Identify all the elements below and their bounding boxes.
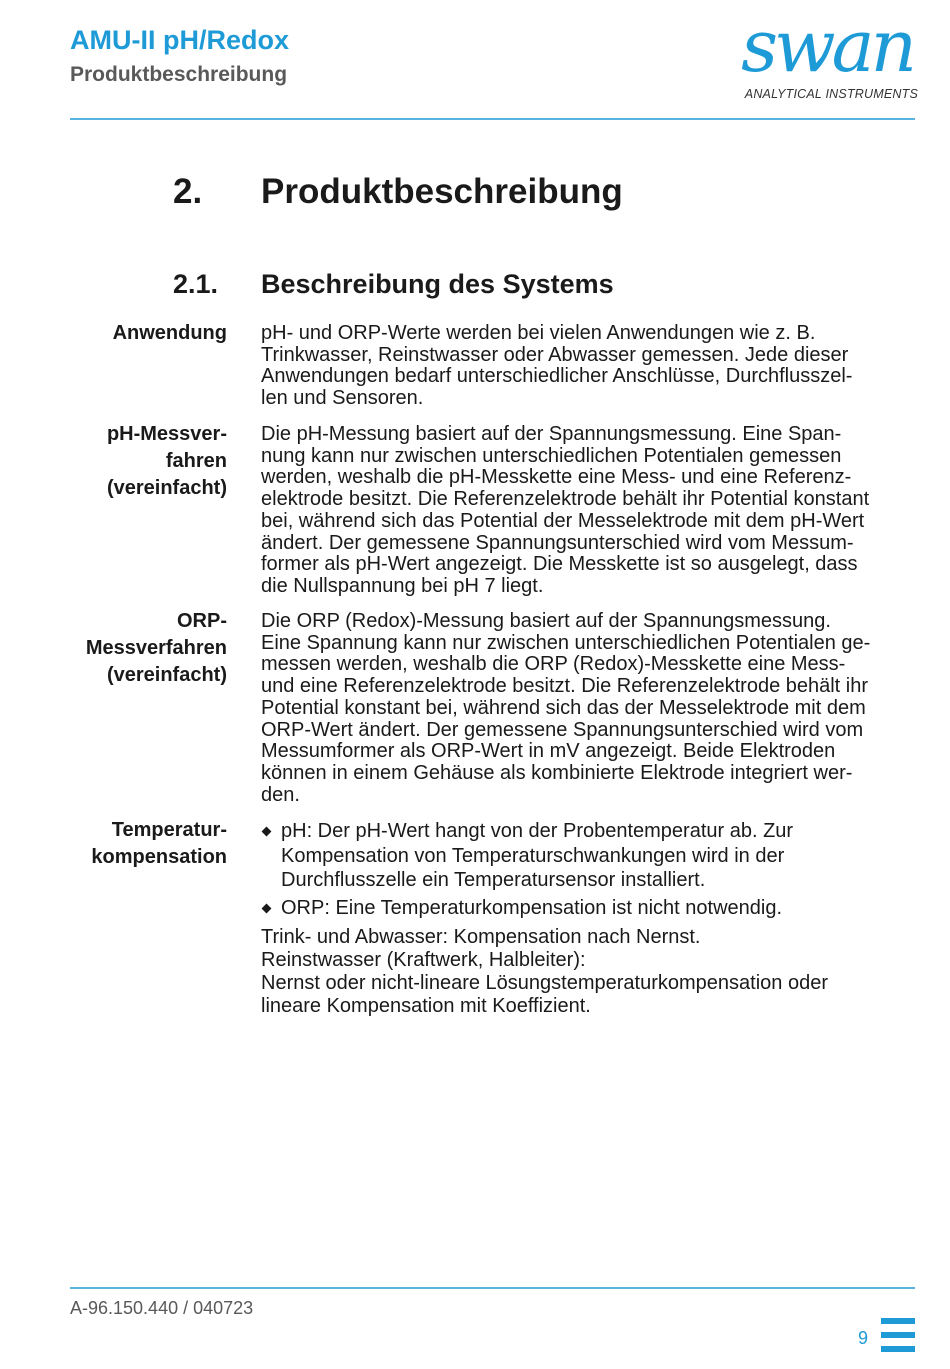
side-label-line: kompensation	[91, 846, 227, 868]
text-line: elektrode besitzt. Die Referenzelektrode behält ihr Potential konstant	[261, 488, 870, 511]
diamond-bullet-icon	[262, 904, 272, 914]
side-label-ph-messverfahren	[27, 421, 227, 502]
text-line: ändert. Der gemessene Spannungsunterschied wird vom Messum-	[261, 531, 854, 554]
side-label-line: (vereinfacht)	[106, 664, 227, 686]
side-label-anwendung	[27, 320, 227, 347]
text-line: Eine Spannung kann nur zwischen unterschiedlichen Potentialen ge-	[261, 631, 871, 654]
subsection-number: 2.1.	[173, 269, 219, 299]
swan-logo	[736, 4, 918, 104]
text-line: Die ORP (Redox)-Messung basiert auf der Spannungsmessung.	[261, 610, 831, 632]
text-line: len und Sensoren.	[261, 387, 424, 410]
page-number: 9	[858, 1328, 869, 1348]
side-label-line: Messverfahren	[85, 637, 227, 659]
text-line: werden, weshalb die pH-Messkette eine Mess- und eine Referenz-	[261, 466, 852, 489]
text-line: Die pH-Messung basiert auf der Spannungsmessung. Eine Span-	[261, 423, 842, 445]
footer-divider	[70, 1287, 915, 1289]
header-divider	[70, 118, 915, 120]
document-subtitle: Produktbeschreibung	[70, 63, 288, 86]
text-line: Anwendungen bedarf unterschiedlicher Anschlüsse, Durchflusszel-	[261, 365, 853, 388]
text-line: pH- und ORP-Werte werden bei vielen Anwendungen wie z. B.	[261, 322, 816, 344]
text-line: messen werden, weshalb die ORP (Redox)-Messkette eine Mess-	[261, 653, 846, 676]
text-line: former als pH-Wert angezeigt. Die Messkette ist so ausgelegt, dass	[261, 553, 858, 576]
side-label-line: (vereinfacht)	[106, 477, 227, 499]
text-line: Reinstwasser (Kraftwerk, Halbleiter):	[261, 949, 586, 971]
side-label-temperaturkompensation	[27, 817, 227, 871]
side-label-line: fahren	[165, 450, 227, 472]
text-line: lineare Kompensation mit Koeffizient.	[261, 995, 591, 1017]
paragraph-orp-messverfahren	[261, 611, 921, 806]
section-title: Produktbeschreibung	[261, 172, 623, 211]
side-label-line: ORP-	[177, 610, 227, 632]
paragraph-ph-messverfahren	[261, 424, 921, 598]
page-stripes-icon	[881, 1318, 915, 1360]
side-label-orp-messverfahren	[27, 608, 227, 689]
document-code: A-96.150.440 / 040723	[70, 1298, 254, 1318]
bullet-item-orp	[261, 896, 921, 921]
text-line: nung kann nur zwischen unterschiedlichen Potentialen gemessen	[261, 444, 842, 467]
text-line: Kompensation von Temperaturschwankungen wird in der	[281, 844, 785, 867]
text-line: und eine Referenzelektrode besitzt. Die Referenzelektrode behält ihr	[261, 675, 869, 698]
text-line: Potential konstant bei, während sich das der Messelektrode mit dem	[261, 696, 866, 719]
text-line: ORP-Wert ändert. Der gemessene Spannungsunterschied wird vom	[261, 718, 864, 741]
text-line: Trinkwasser, Reinstwasser oder Abwasser gemessen. Jede dieser	[261, 343, 849, 366]
text-line: können in einem Gehäuse als kombinierte Elektrode integriert wer-	[261, 761, 853, 784]
side-label-line: Anwendung	[112, 322, 227, 344]
text-line: Nernst oder nicht-lineare Lösungstemperaturkompensation oder	[261, 972, 828, 994]
side-label-line: Temperatur-	[111, 819, 227, 841]
text-line: Durchflusszelle ein Temperatursensor installiert.	[281, 869, 706, 891]
text-line: die Nullspannung bei pH 7 liegt.	[261, 574, 544, 597]
document-title: AMU-II pH/Redox	[70, 25, 289, 55]
bullet-item-ph	[261, 819, 921, 893]
text-line: Trink- und Abwasser: Kompensation nach Nernst.	[261, 926, 701, 948]
text-line: den.	[261, 783, 300, 806]
side-label-line: pH-Messver-	[106, 423, 227, 445]
logo-tagline: ANALYTICAL INSTRUMENTS	[744, 87, 918, 101]
text-line: bei, während sich das Potential der Messelektrode mit dem pH-Wert	[261, 509, 865, 532]
logo-wordmark: swan	[741, 4, 913, 88]
diamond-bullet-icon	[262, 827, 272, 837]
text-line: ORP: Eine Temperaturkompensation ist nicht notwendig.	[281, 897, 783, 919]
subsection-title: Beschreibung des Systems	[261, 269, 614, 299]
paragraph-anwendung	[261, 323, 921, 410]
text-line: Messumformer als ORP-Wert in mV angezeigt. Beide Elektroden	[261, 740, 836, 763]
paragraph-temperaturkompensation	[261, 926, 921, 1018]
text-line: pH: Der pH-Wert hangt von der Probentemperatur ab. Zur	[281, 820, 794, 842]
section-number: 2.	[173, 172, 203, 211]
